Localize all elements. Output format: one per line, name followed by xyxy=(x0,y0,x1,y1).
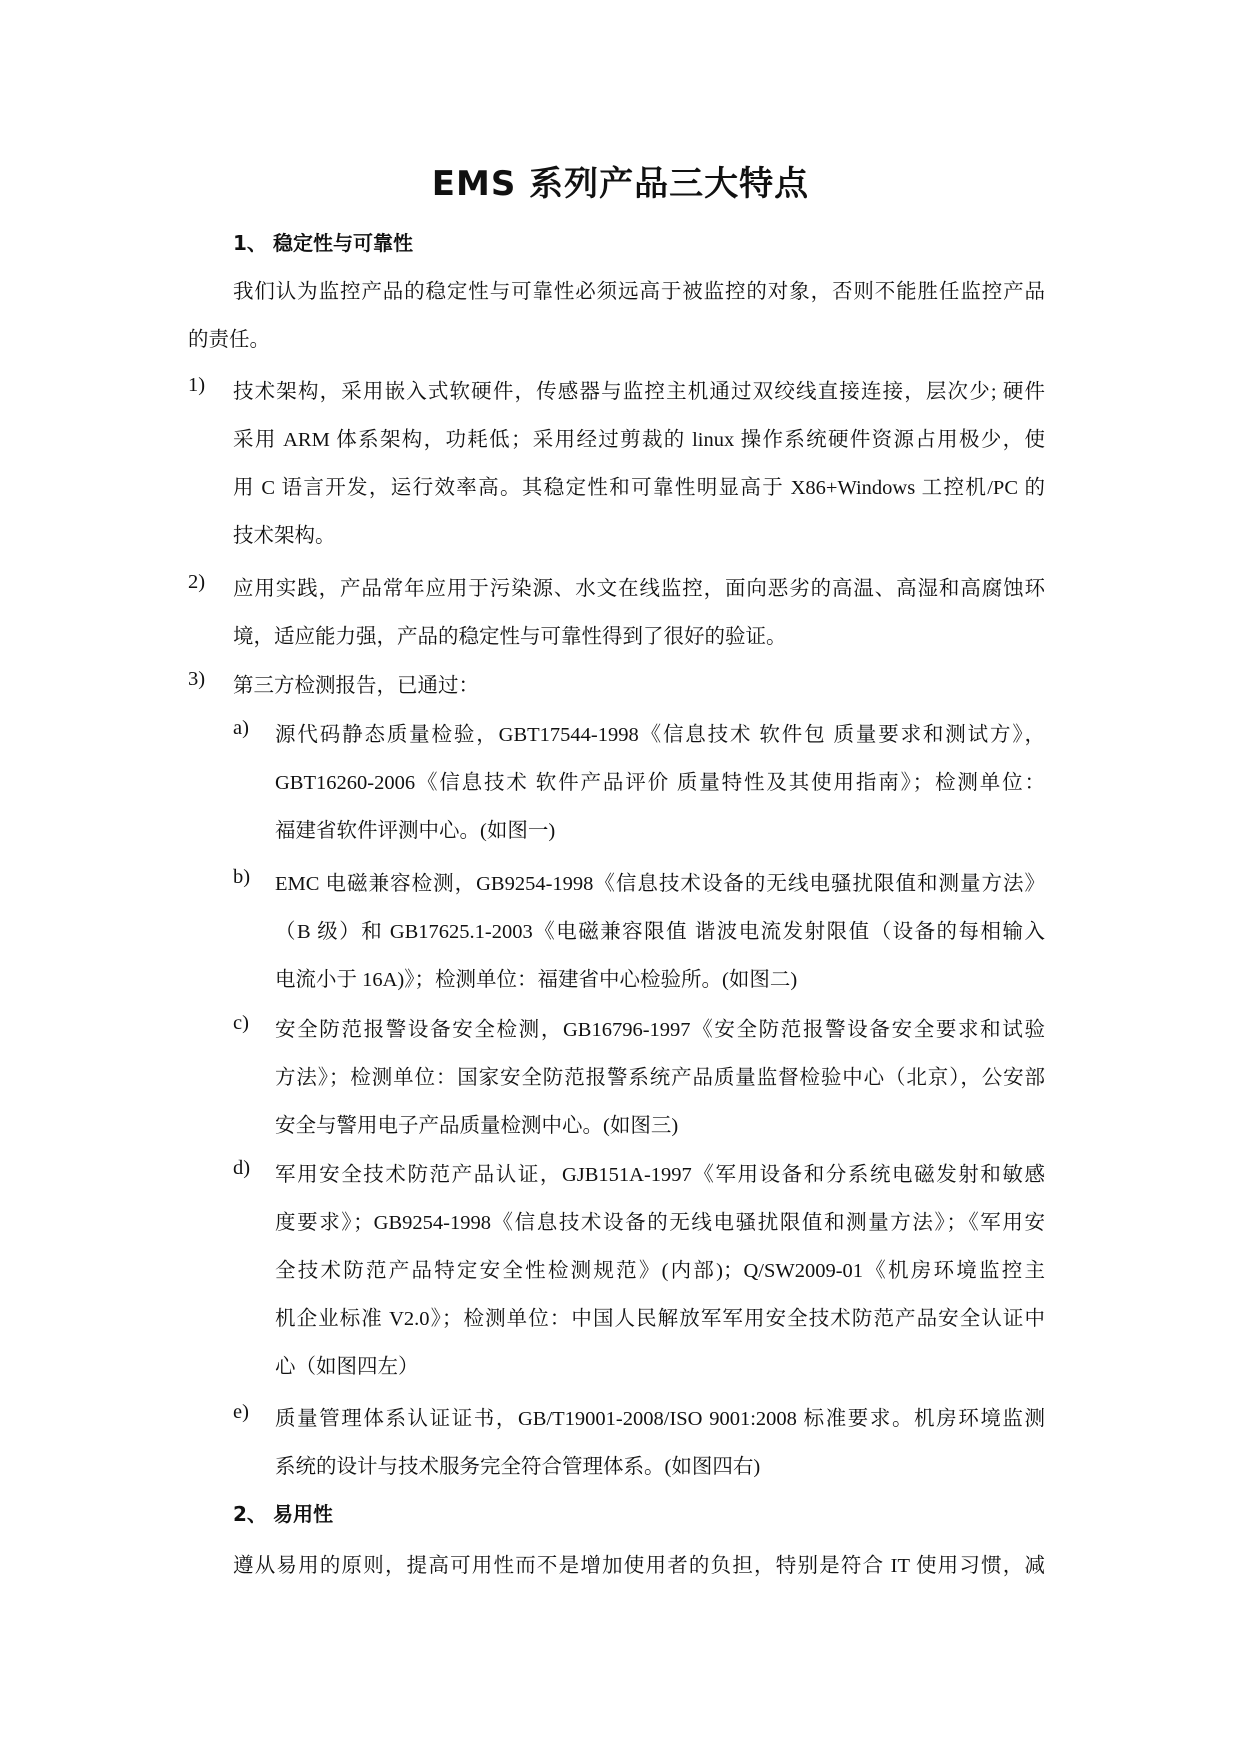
sublist-item-line: EMC 电磁兼容检测，GB9254-1998《信息技术设备的无线电骚扰限值和测量方法》 xyxy=(275,873,1045,895)
list-item-line: 技术架构。 xyxy=(233,525,336,547)
sublist-item-line: 源代码静态质量检验，GBT17544-1998《信息技术 软件包 质量要求和测试方》， xyxy=(275,724,1045,746)
intro-line: 我们认为监控产品的稳定性与可靠性必须远高于被监控的对象，否则不能胜任监控产品 xyxy=(233,281,1045,303)
sublist-item-line: 安全防范报警设备安全检测，GB16796-1997《安全防范报警设备安全要求和试验 xyxy=(275,1019,1045,1041)
sublist-marker: a) xyxy=(233,717,249,739)
list-marker: 3) xyxy=(188,668,206,690)
sublist-item-line: 系统的设计与技术服务完全符合管理体系。(如图四右) xyxy=(275,1456,761,1478)
sublist-item-line: GBT16260-2006《信息技术 软件产品评价 质量特性及其使用指南》；检测单位： xyxy=(275,772,1045,794)
sublist-item-line: 福建省软件评测中心。(如图一) xyxy=(275,820,556,842)
page-title: EMS 系列产品三大特点 xyxy=(431,164,810,204)
sublist-item-line: 度要求》；GB9254-1998《信息技术设备的无线电骚扰限值和测量方法》；《军用安 xyxy=(275,1212,1045,1234)
intro-line: 的责任。 xyxy=(188,329,270,351)
section-2-heading xyxy=(233,1498,333,1527)
section-2-title: 易用性 xyxy=(273,1502,333,1526)
sublist-marker: c) xyxy=(233,1012,249,1034)
sublist-marker: d) xyxy=(233,1157,251,1179)
list-item-line: 境，适应能力强，产品的稳定性与可靠性得到了很好的验证。 xyxy=(233,626,787,648)
list-item-line: 应用实践，产品常年应用于污染源、水文在线监控，面向恶劣的高温、高湿和高腐蚀环 xyxy=(233,578,1045,600)
section-2-number: 2、 xyxy=(233,1502,267,1526)
sublist-item-line: 机企业标准 V2.0》；检测单位：中国人民解放军军用安全技术防范产品安全认证中 xyxy=(275,1308,1045,1330)
section-2-line: 遵从易用的原则，提高可用性而不是增加使用者的负担，特别是符合 IT 使用习惯，减 xyxy=(233,1555,1045,1577)
section-1-number: 1、 xyxy=(233,231,267,255)
section-1-heading xyxy=(233,227,413,256)
list-marker: 2) xyxy=(188,571,206,593)
sublist-item-line: 电流小于 16A)》；检测单位：福建省中心检验所。(如图二) xyxy=(275,969,798,991)
sublist-item-line: 心（如图四左） xyxy=(275,1356,419,1378)
list-item-line: 用 C 语言开发，运行效率高。其稳定性和可靠性明显高于 X86+Windows 工控机/PC 的 xyxy=(233,477,1045,499)
sublist-marker: b) xyxy=(233,866,251,888)
sublist-item-line: 方法》；检测单位：国家安全防范报警系统产品质量监督检验中心（北京），公安部 xyxy=(275,1067,1045,1089)
sublist-marker: e) xyxy=(233,1401,249,1423)
list-marker: 1) xyxy=(188,374,206,396)
section-1-title: 稳定性与可靠性 xyxy=(273,231,413,255)
sublist-item-line: 军用安全技术防范产品认证，GJB151A-1997《军用设备和分系统电磁发射和敏感 xyxy=(275,1164,1045,1186)
list-item-line: 第三方检测报告，已通过： xyxy=(233,675,479,697)
list-item-line: 技术架构，采用嵌入式软硬件，传感器与监控主机通过双绞线直接连接，层次少; 硬件 xyxy=(233,381,1045,403)
sublist-item-line: 质量管理体系认证证书，GB/T19001-2008/ISO 9001:2008 标准要求。机房环境监测 xyxy=(275,1408,1045,1430)
sublist-item-line: 安全与警用电子产品质量检测中心。(如图三) xyxy=(275,1115,679,1137)
sublist-item-line: （B 级）和 GB17625.1-2003《电磁兼容限值 谐波电流发射限值（设备的每相输入 xyxy=(275,921,1045,943)
list-item-line: 采用 ARM 体系架构，功耗低；采用经过剪裁的 linux 操作系统硬件资源占用极少，使 xyxy=(233,429,1045,451)
sublist-item-line: 全技术防范产品特定安全性检测规范》(内部)；Q/SW2009-01《机房环境监控主 xyxy=(275,1260,1045,1282)
